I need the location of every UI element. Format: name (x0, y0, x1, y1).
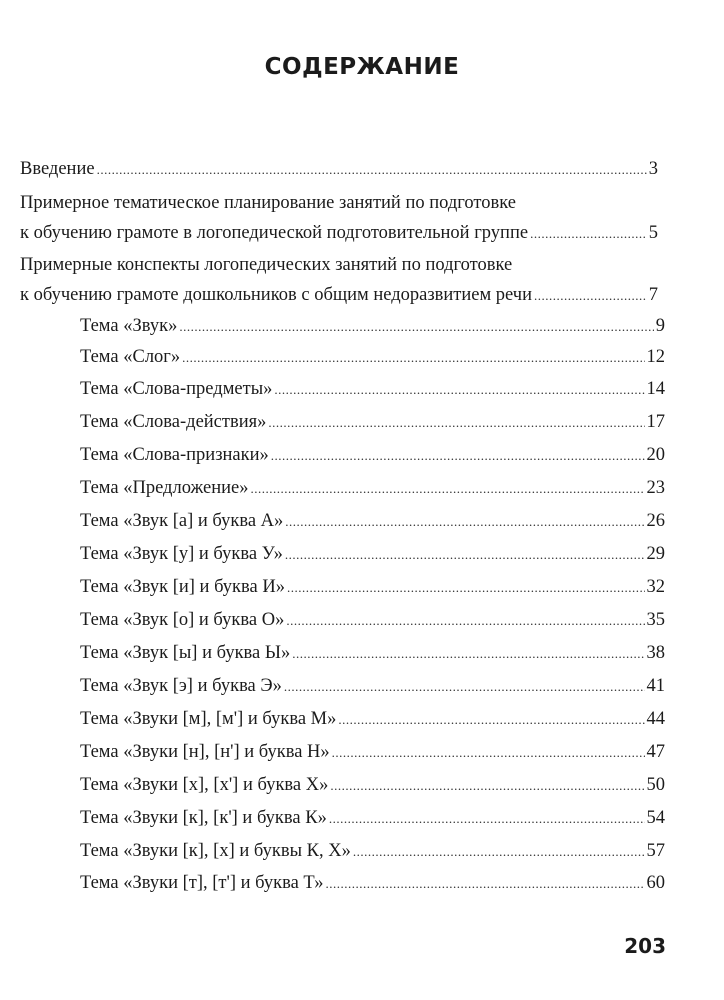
leader-dots (530, 219, 647, 249)
leader-dots (268, 408, 644, 438)
leader-dots (285, 540, 645, 570)
toc-topic[interactable] (80, 572, 665, 603)
toc-page-number: 3 (648, 159, 658, 179)
leader-dots (326, 869, 645, 899)
leader-dots (284, 672, 645, 702)
toc-entry-label-line1: Примерные конспекты логопедических занятий по подготовке (20, 255, 513, 275)
leader-dots (287, 573, 645, 603)
toc-topic[interactable] (80, 311, 665, 342)
toc-topic[interactable] (80, 770, 665, 801)
toc-topic[interactable] (80, 868, 665, 899)
toc-topic[interactable] (80, 539, 665, 570)
topic-page-number: 54 (646, 808, 665, 828)
topic-label: Тема «Звук [а] и буква А» (80, 511, 284, 531)
toc-entry-thematic-planning[interactable] (20, 188, 658, 249)
topic-label: Тема «Слова-предметы» (80, 379, 273, 399)
topic-page-number: 29 (646, 544, 665, 564)
toc-topic[interactable] (80, 374, 665, 405)
topic-label: Тема «Звук» (80, 316, 178, 336)
toc-entry-lesson-notes[interactable] (20, 250, 658, 311)
topic-page-number: 17 (646, 412, 665, 432)
topic-page-number: 60 (646, 873, 665, 893)
topic-label: Тема «Звук [о] и буква О» (80, 610, 285, 630)
toc-topic[interactable] (80, 803, 665, 834)
topic-label: Тема «Звук [у] и буква У» (80, 544, 283, 564)
topic-page-number: 38 (646, 643, 665, 663)
toc-entry-label-line2: к обучению грамоте дошкольников с общим недоразвитием речи (20, 285, 533, 305)
toc-topic[interactable] (80, 836, 665, 867)
topic-page-number: 9 (655, 316, 665, 336)
topic-page-number: 50 (646, 775, 665, 795)
leader-dots (182, 343, 644, 373)
leader-dots (286, 606, 644, 636)
topic-page-number: 35 (646, 610, 665, 630)
topic-label: Тема «Звук [и] и буква И» (80, 577, 285, 597)
topic-label: Тема «Звуки [м], [м'] и буква М» (80, 709, 337, 729)
leader-dots (353, 837, 645, 867)
toc-topic[interactable] (80, 407, 665, 438)
topic-label: Тема «Слог» (80, 347, 181, 367)
toc-page-number: 5 (648, 223, 658, 243)
topic-page-number: 47 (646, 742, 665, 762)
leader-dots (329, 804, 645, 834)
toc-topic[interactable] (80, 671, 665, 702)
leader-dots (332, 738, 645, 768)
toc-topic[interactable] (80, 473, 665, 504)
topic-page-number: 20 (646, 445, 665, 465)
topic-page-number: 32 (646, 577, 665, 597)
toc-entry-label-line2: к обучению грамоте в логопедической подготовительной группе (20, 223, 529, 243)
topic-page-number: 26 (646, 511, 665, 531)
page-number: 203 (624, 934, 666, 958)
toc-topic[interactable] (80, 605, 665, 636)
leader-dots (330, 771, 644, 801)
toc-topic[interactable] (80, 506, 665, 537)
toc-topic[interactable] (80, 704, 665, 735)
topic-label: Тема «Звуки [н], [н'] и буква Н» (80, 742, 330, 762)
leader-dots (285, 507, 644, 537)
topic-page-number: 14 (646, 379, 665, 399)
leader-dots (534, 281, 647, 311)
toc-page-number: 7 (648, 285, 658, 305)
leader-dots (97, 155, 647, 185)
topic-label: Тема «Слова-признаки» (80, 445, 269, 465)
topic-label: Тема «Звуки [к], [к'] и буква К» (80, 808, 327, 828)
toc-topic[interactable] (80, 737, 665, 768)
toc-topic[interactable] (80, 638, 665, 669)
topic-page-number: 41 (646, 676, 665, 696)
topic-label: Тема «Звук [э] и буква Э» (80, 676, 282, 696)
topic-label: Тема «Звуки [х], [х'] и буква Х» (80, 775, 329, 795)
toc-topic[interactable] (80, 342, 665, 373)
topic-label: Тема «Звуки [к], [х] и буквы К, Х» (80, 841, 351, 861)
topic-page-number: 23 (646, 478, 665, 498)
toc-entry-label: Введение (20, 159, 95, 179)
leader-dots (179, 312, 653, 342)
topic-label: Тема «Слова-действия» (80, 412, 267, 432)
toc-entry-label-line1: Примерное тематическое планирование занятий по подготовке (20, 193, 516, 213)
leader-dots (338, 705, 644, 735)
topic-label: Тема «Предложение» (80, 478, 249, 498)
topic-label: Тема «Звук [ы] и буква Ы» (80, 643, 291, 663)
toc-entry-introduction[interactable] (20, 154, 658, 185)
toc-topic[interactable] (80, 440, 665, 471)
leader-dots (274, 375, 644, 405)
leader-dots (292, 639, 644, 669)
topic-page-number: 57 (646, 841, 665, 861)
leader-dots (251, 474, 645, 504)
topic-page-number: 12 (646, 347, 665, 367)
topic-label: Тема «Звуки [т], [т'] и буква Т» (80, 873, 324, 893)
page-title: СОДЕРЖАНИЕ (264, 54, 460, 80)
leader-dots (271, 441, 645, 471)
topic-page-number: 44 (646, 709, 665, 729)
